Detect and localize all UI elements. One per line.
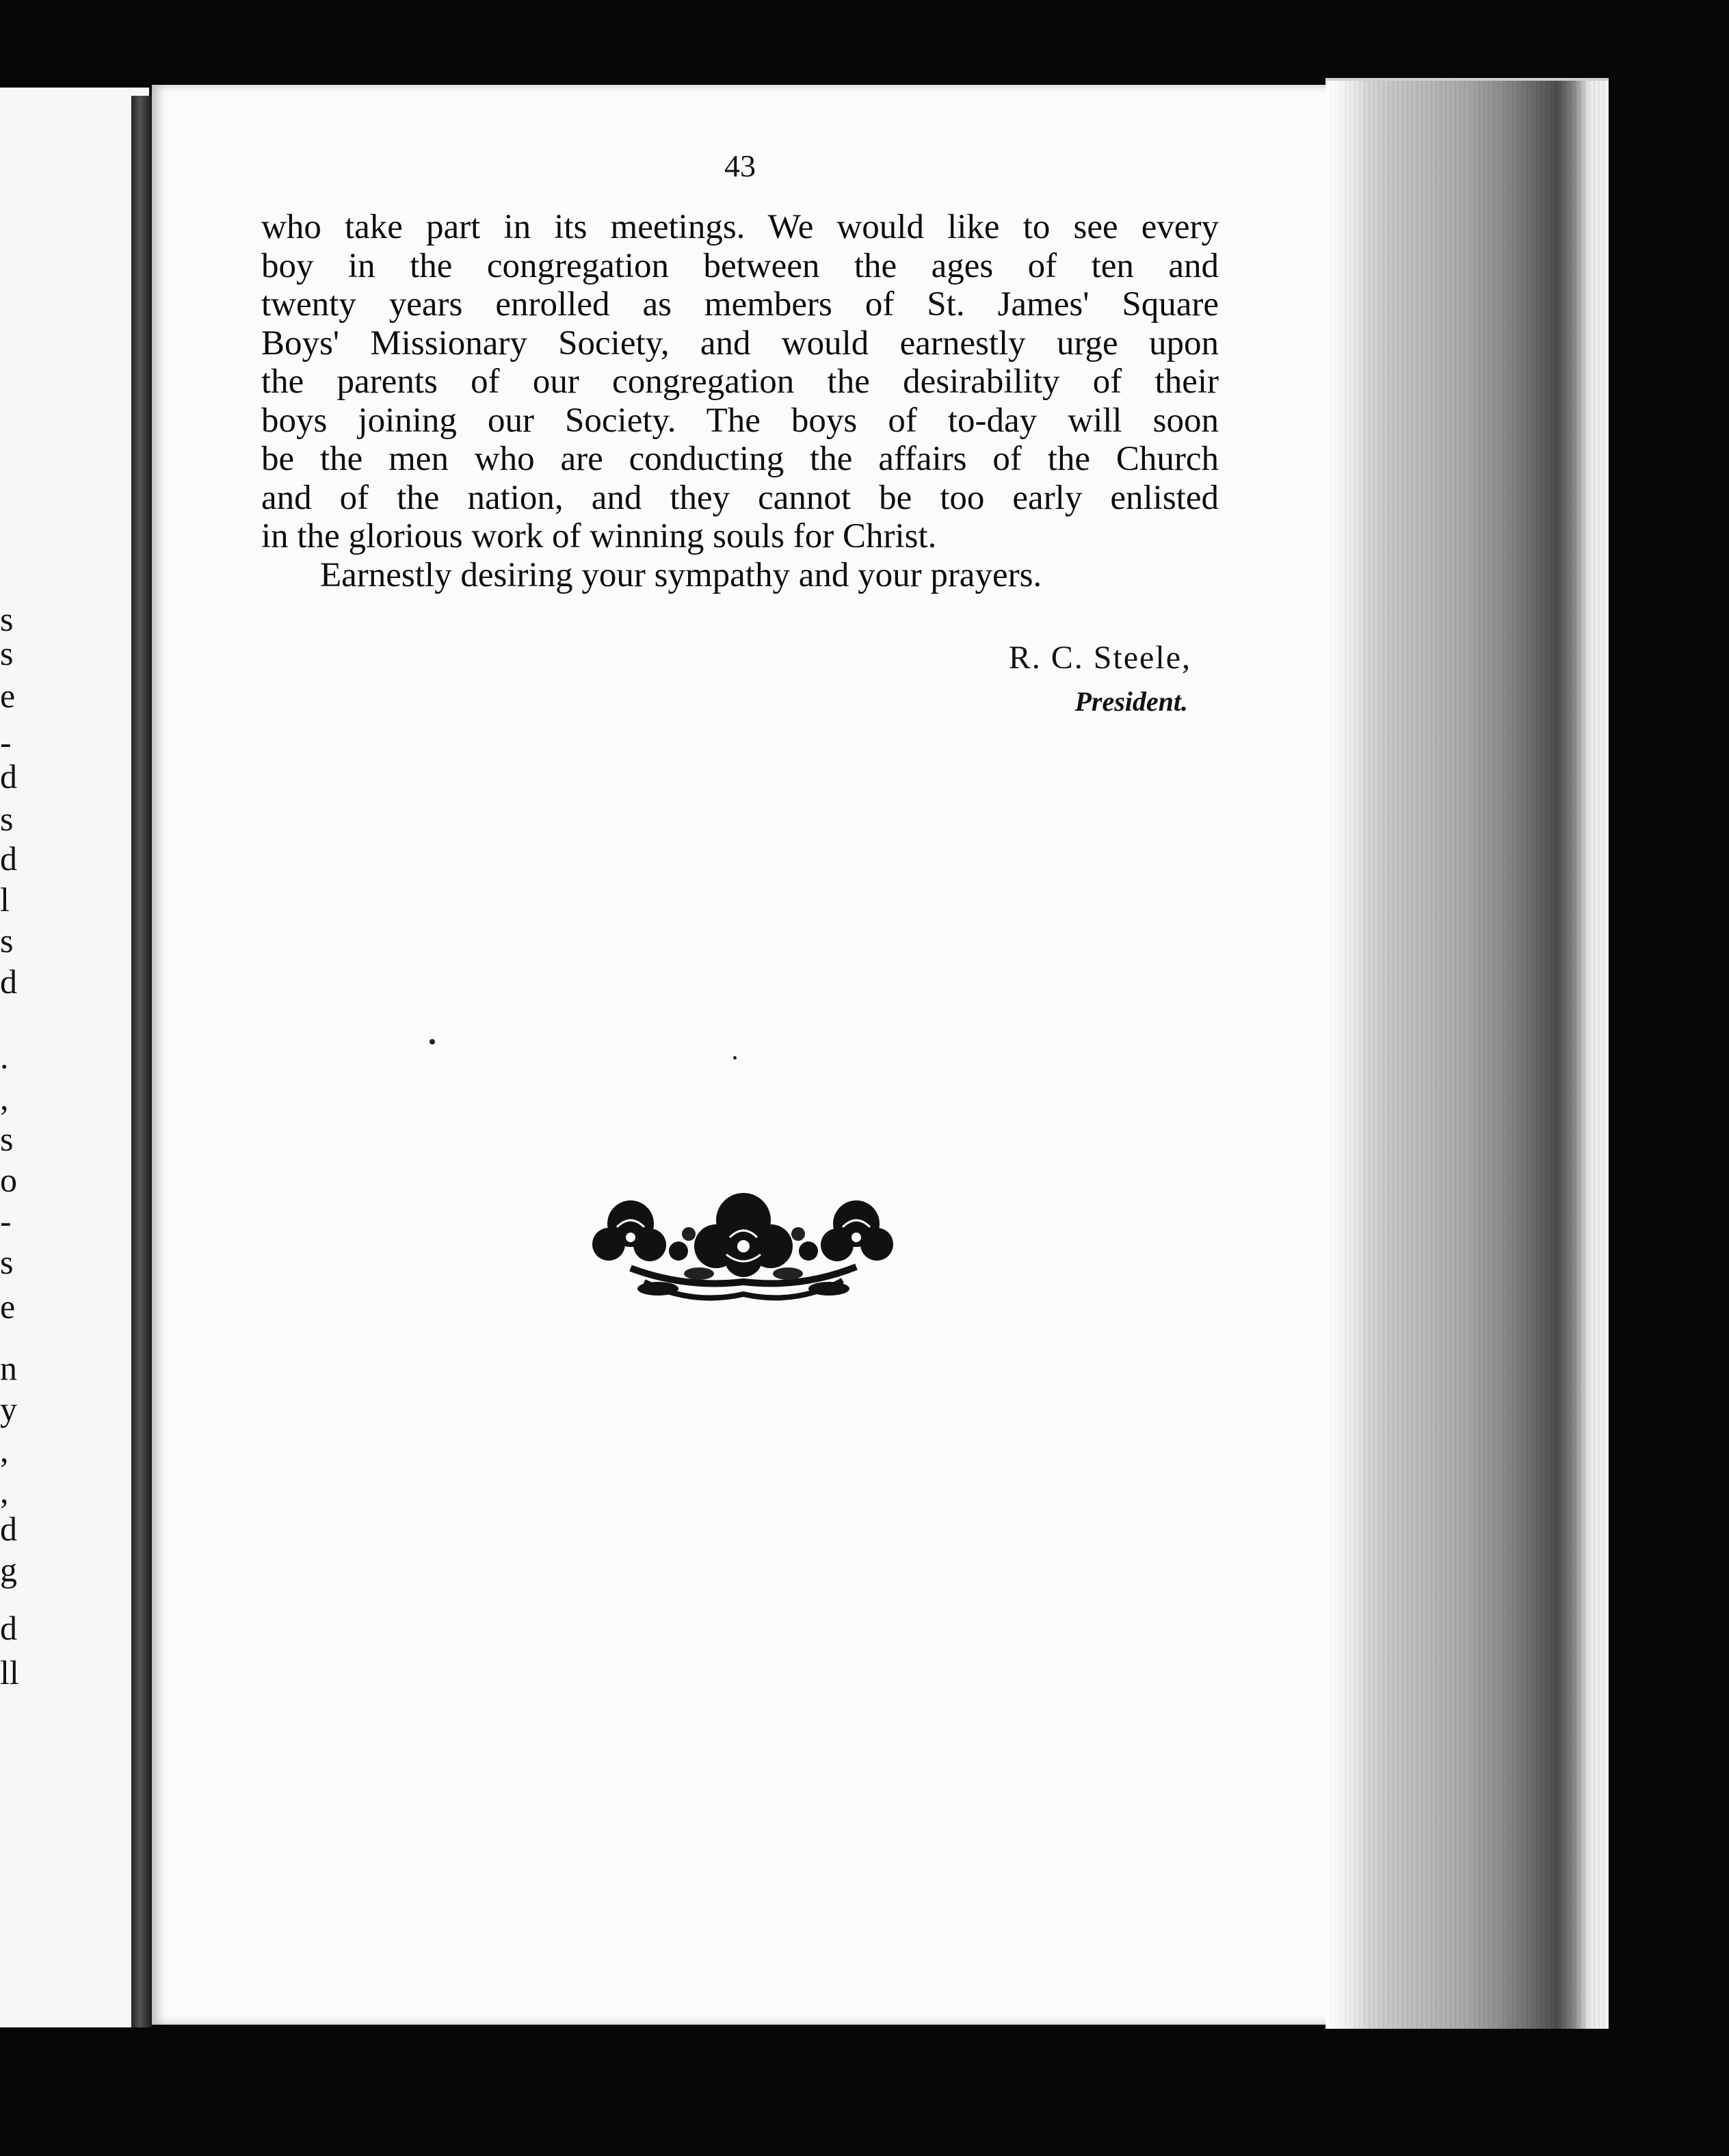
left-page-letter: d: [0, 757, 17, 796]
left-page-letter: -: [0, 723, 12, 761]
paper-speck: [430, 1039, 435, 1044]
left-page-letter: g: [0, 1551, 17, 1589]
left-page-letter: s: [0, 1243, 14, 1281]
left-page-letter: ,: [0, 1431, 9, 1469]
text-line: be the men who are conducting the affairs of the Church: [261, 440, 1219, 478]
left-page-letter: .: [0, 1038, 9, 1076]
left-page-letter: s: [0, 921, 14, 960]
text-line: and of the nation, and they cannot be too early enlisted: [261, 478, 1219, 517]
previous-page-edge: [0, 88, 153, 2027]
text-line: in the glorious work of winning souls for Christ.: [261, 517, 937, 555]
text-line: the parents of our congregation the desirability of their: [261, 363, 1219, 401]
left-page-letter: e: [0, 676, 16, 715]
signature-title: President.: [1074, 686, 1188, 717]
text-line: boys joining our Society. The boys of to-day will soon: [261, 401, 1219, 440]
page-stack-edge: [1325, 78, 1609, 2029]
left-page-letter: d: [0, 839, 17, 878]
left-page-letter: ll: [0, 1653, 19, 1692]
left-page-letter: ,: [0, 1472, 9, 1510]
left-page-letter: d: [0, 1510, 17, 1548]
page-stack-highlight: [1325, 81, 1367, 2029]
left-page-letter: y: [0, 1390, 17, 1428]
text-line: twenty years enrolled as members of St. James' Square: [261, 285, 1219, 324]
left-page-letter: o: [0, 1161, 17, 1199]
body-paragraph: [261, 208, 1219, 594]
left-page-letter: s: [0, 800, 14, 838]
left-page-letter: d: [0, 1609, 17, 1647]
left-page-letter: l: [0, 880, 10, 919]
left-page-letter: s: [0, 1120, 14, 1158]
book-page: [152, 85, 1349, 2025]
text-line: who take part in its meetings. We would like to see every: [261, 208, 1219, 246]
left-page-letter: -: [0, 1202, 12, 1240]
paper-speck: [733, 1056, 737, 1060]
signature-name: R. C. Steele,: [1008, 640, 1191, 676]
text-line: boy in the congregation between the ages of ten and: [261, 246, 1219, 285]
left-page-letter: e: [0, 1287, 16, 1326]
left-page-letter: s: [0, 600, 14, 638]
left-page-letter: d: [0, 962, 17, 1001]
pansy-floral-ornament-icon: [590, 1186, 897, 1302]
book-gutter: [131, 96, 152, 2027]
text-line: Boys' Missionary Society, and would earnestly urge upon: [261, 324, 1219, 363]
closing-line: Earnestly desiring your sympathy and your prayers.: [320, 555, 1042, 594]
left-page-letter: s: [0, 634, 14, 672]
page-number: 43: [724, 148, 756, 183]
left-page-letter: ,: [0, 1079, 9, 1117]
left-page-letter: n: [0, 1349, 17, 1387]
